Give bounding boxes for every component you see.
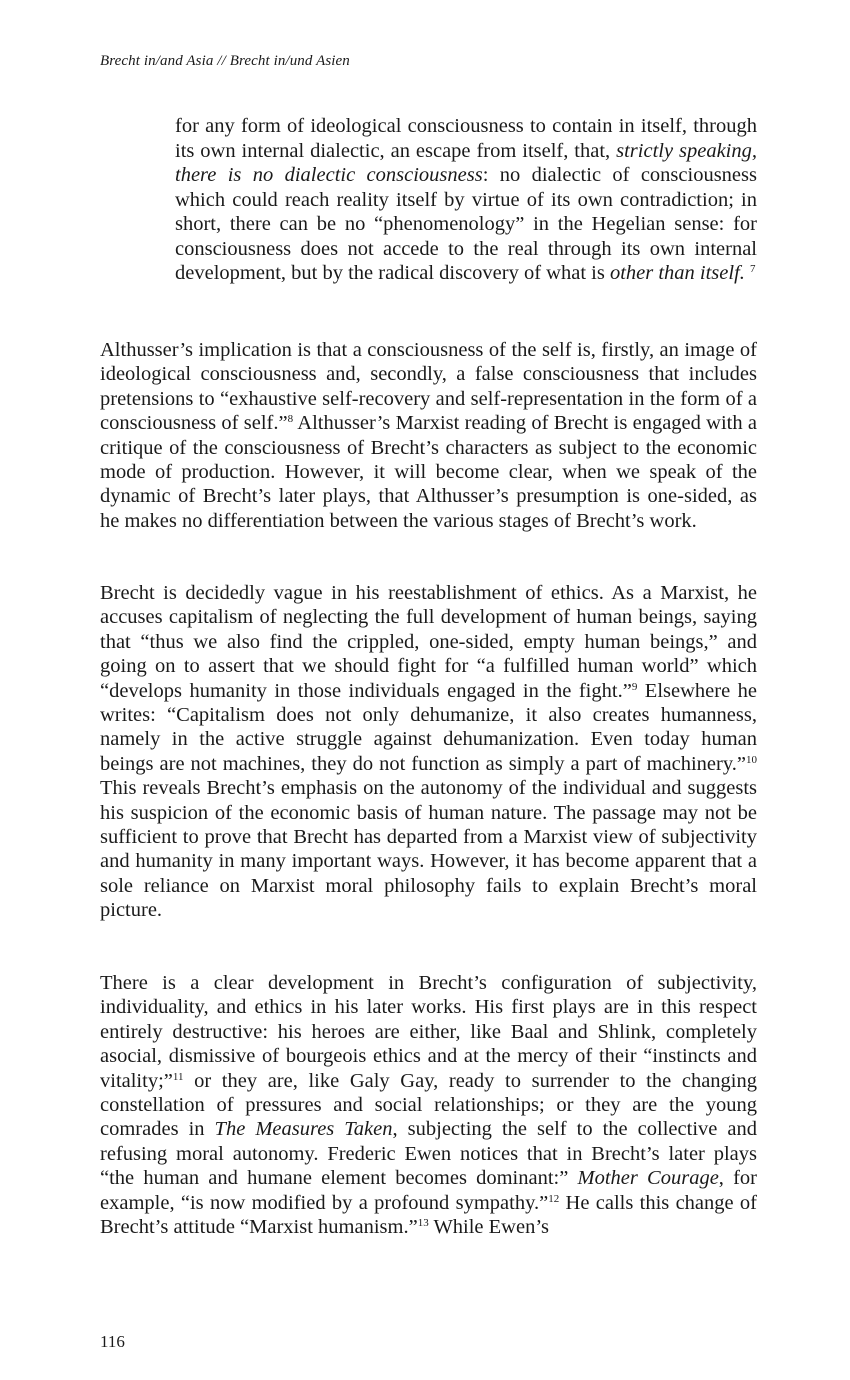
paragraph-text: Althusser’s Marxist reading of Brecht is engaged with a critique of the consciousness of Brecht’s characters as subject to the economic mode of production. However, it will become clear, when we speak of the dynamic of Brecht’s later plays, that Althusser’s presumption is one-sided, as he makes no differentiation between the various stages of Brecht’s work. — [100, 412, 757, 532]
running-head: Brecht in/and Asia // Brecht in/und Asien — [100, 53, 350, 69]
footnote-ref-11: 11 — [172, 1070, 184, 1083]
page-number: 116 — [100, 1332, 125, 1351]
quote-italic-text: other than itself. — [609, 262, 745, 284]
paragraph-althusser — [100, 338, 757, 533]
italic-title-mother-courage: Mother Courage — [577, 1167, 719, 1190]
paragraph-text: Brecht is decidedly vague in his reestablishment of ethics. As a Marxist, he accuses capitalism of neglecting the full development of human beings, saying that “thus we also find the crippled, one-sided, empty human beings,” and going on to assert that we should fight for “a fulfilled human world” which “develops humanity in those individuals engaged in the fight.” — [100, 582, 757, 702]
paragraph-text: He calls this change of Brecht’s attitude “Marxist humanism.” — [100, 1191, 757, 1239]
quote-text: for any form of ideological consciousness to contain in itself, through its own internal dialectic, an escape from itself, that, — [175, 115, 757, 162]
paragraph-text: While Ewen’s — [428, 1216, 550, 1239]
footnote-ref-13: 13 — [417, 1217, 429, 1230]
block-quote — [175, 114, 757, 286]
paragraph-text: or they are, like Galy Gay, ready to surrender to the changing constellation of pressures and social relationships; or they are the young comrades in — [100, 1069, 757, 1141]
paragraph-text: , subjecting the self to the collective and refusing moral autonomy. Frederic Ewen notices that in Brecht’s later plays “the human and humane element becomes dominant:” — [100, 1118, 757, 1190]
footnote-ref-8: 8 — [287, 413, 294, 426]
paragraph-ethics — [100, 581, 757, 923]
paragraph-text: , for example, “is now modified by a profound sympathy.” — [100, 1167, 758, 1214]
paragraph-text: Althusser’s implication is that a consciousness of the self is, firstly, an image of ideological consciousness and, secondly, a false consciousness that includes pretensions to “exhaustive self-recovery and self-representation in the form of a consciousness of self.” — [100, 339, 757, 435]
italic-title-measures-taken: The Measures Taken — [214, 1118, 393, 1141]
footnote-ref-7: 7 — [750, 263, 756, 275]
paragraph-text: There is a clear development in Brecht’s configuration of subjectivity, individuality, and ethics in his later works. His first plays are in this respect entirely destructive: his heroes are either, like Baal and Shlink, completely asocial, dismissive of bourgeois ethics and at the mercy of their “instincts and vitality;” — [100, 972, 757, 1092]
paragraph-text: This reveals Brecht’s emphasis on the autonomy of the individual and suggests his suspicion of the economic basis of human nature. The passage may not be sufficient to prove that Brecht has departed from a Marxist view of subjectivity and humanity in many important ways. However, it has become apparent that a sole reliance on Marxist moral philosophy fails to explain Brecht’s moral picture. — [100, 777, 757, 922]
quote-text: : no dialectic of consciousness which could reach reality itself by virtue of its own contradiction; in short, there can be no “phenomenology” in the Hegelian sense: for consciousness does not accede to the real through its own internal development, but by the radical discovery of what is — [175, 164, 757, 284]
paragraph-text: Elsewhere he writes: “Capitalism does not only dehumanize, it also creates humanness, namely in the active struggle against dehumanization. Even today human beings are not machines, they do not function as simply a part of machinery.” — [100, 679, 757, 775]
paragraph-development — [100, 971, 757, 1239]
footnote-ref-9: 9 — [631, 680, 638, 693]
footnote-ref-10: 10 — [746, 753, 757, 766]
footnote-ref-12: 12 — [548, 1192, 560, 1205]
quote-italic-text: strictly speaking, there is no dialectic consciousness — [175, 139, 757, 186]
